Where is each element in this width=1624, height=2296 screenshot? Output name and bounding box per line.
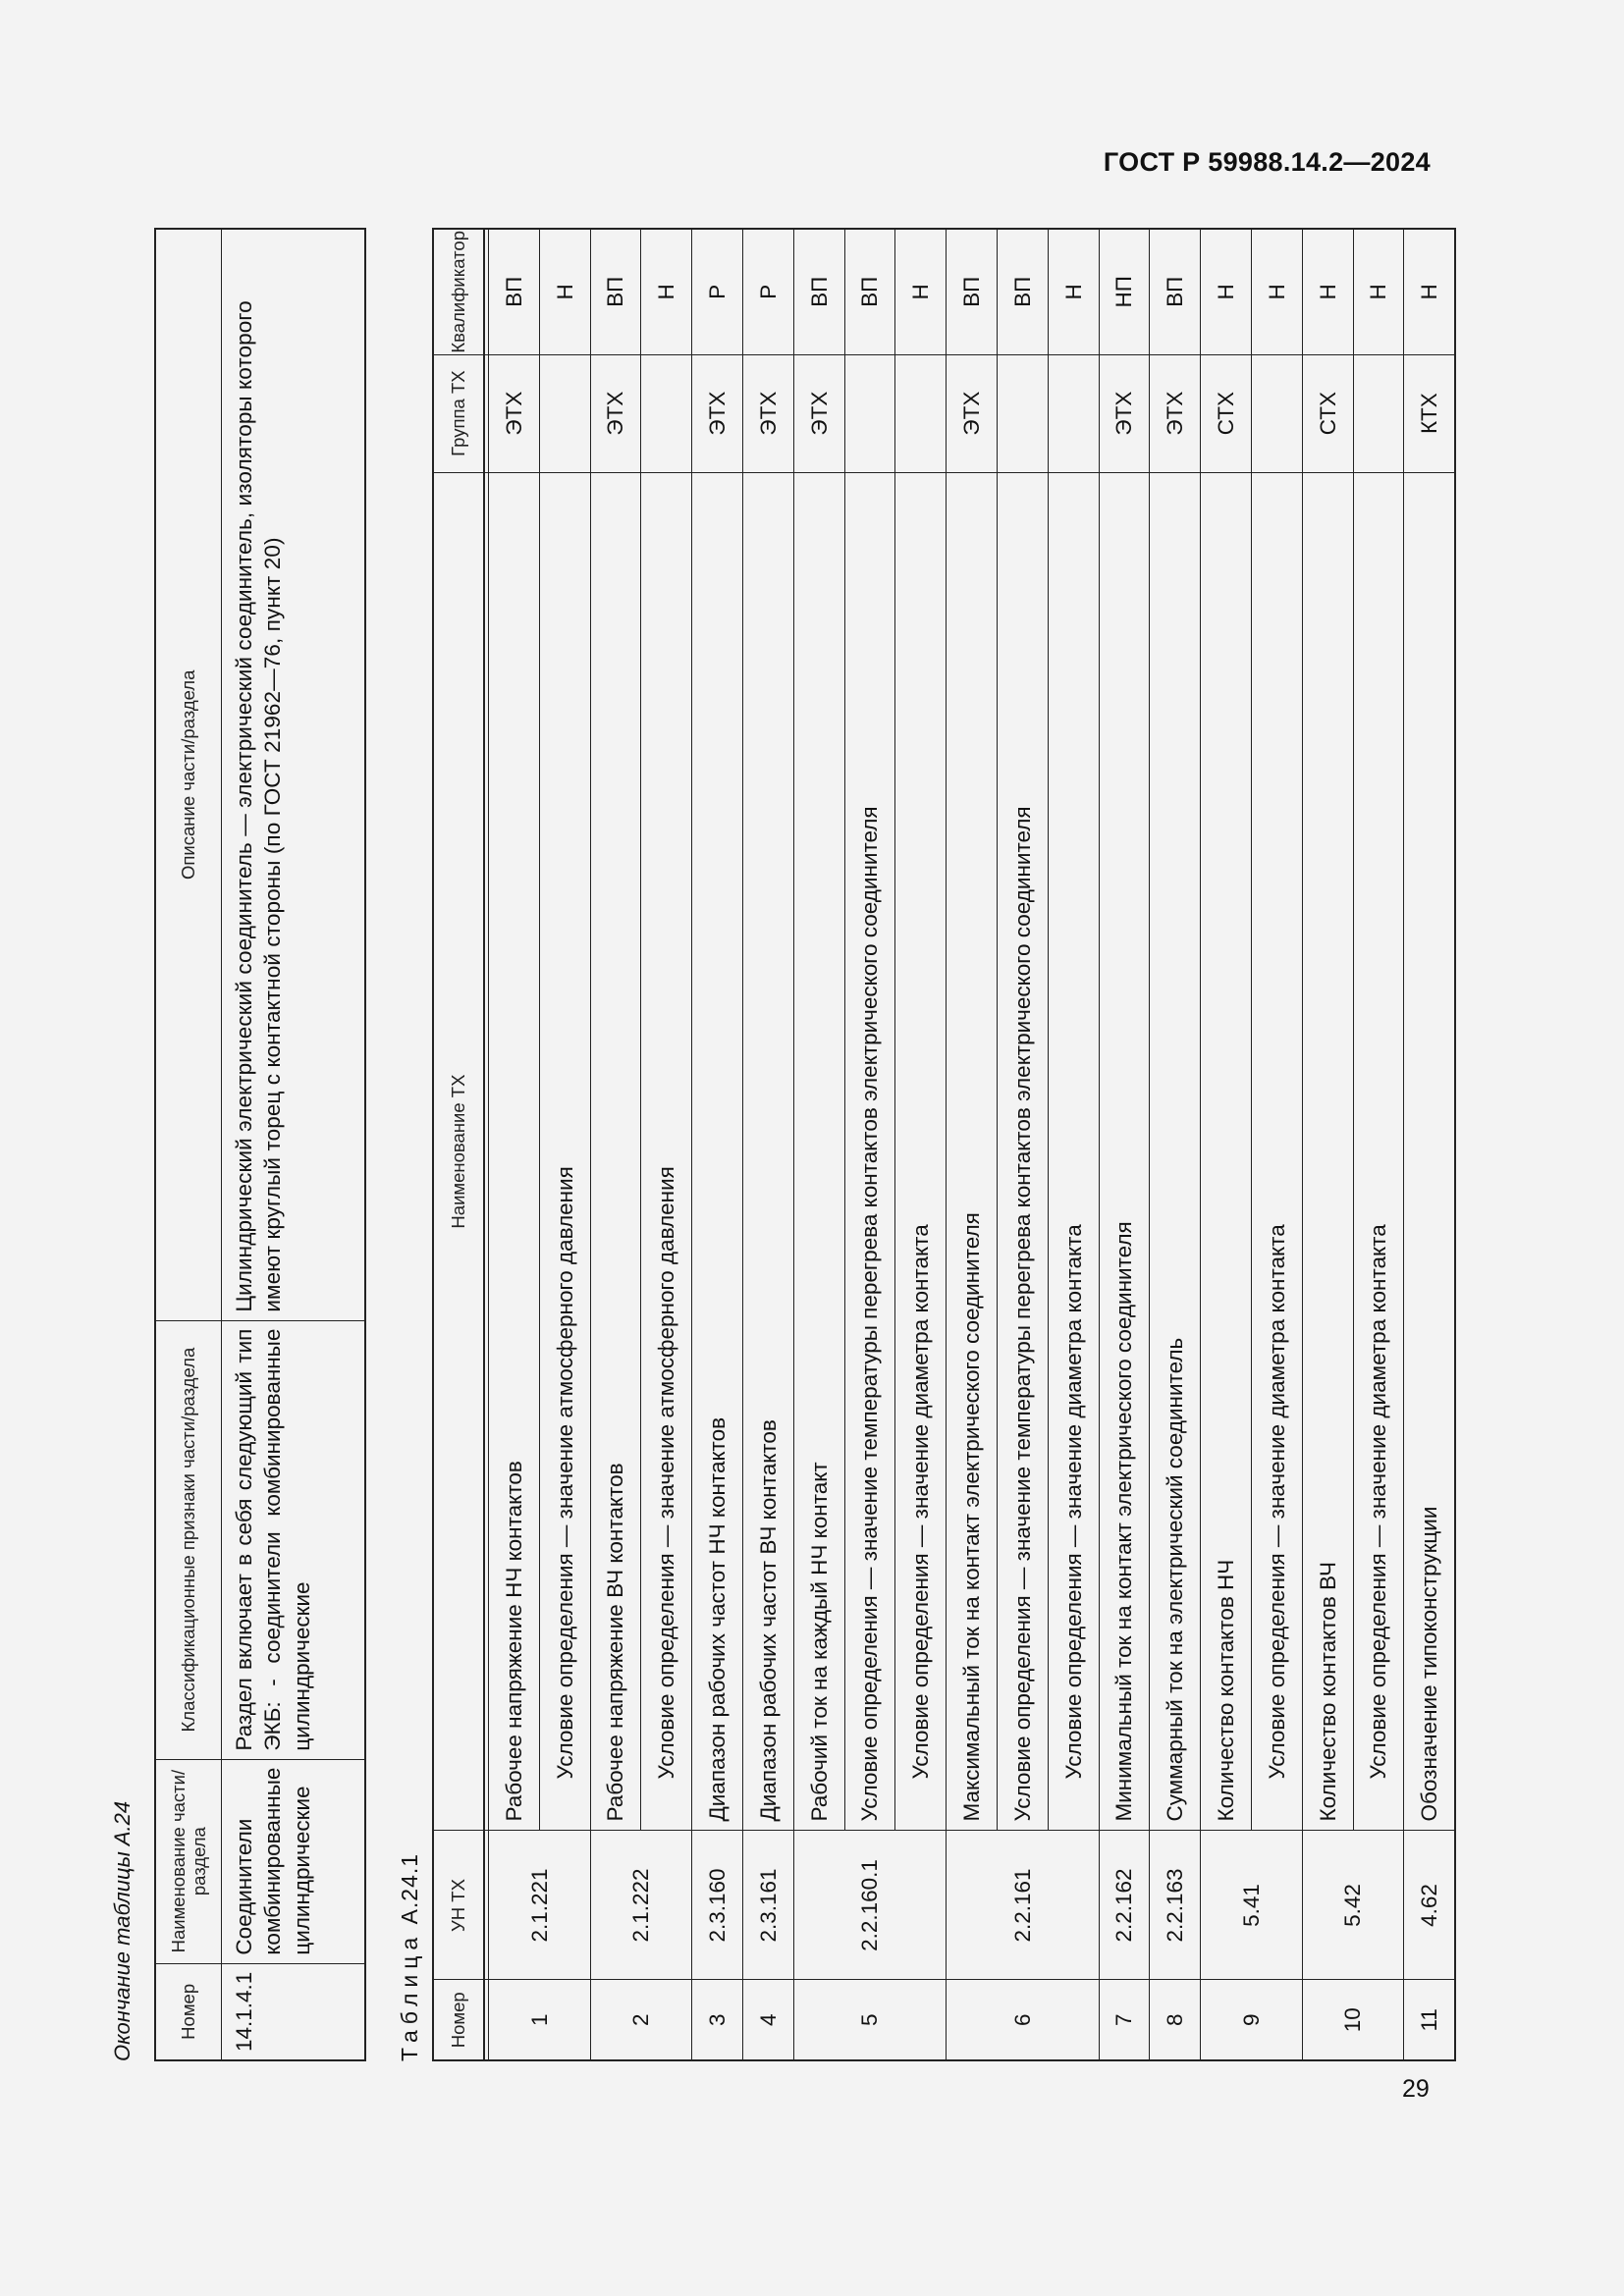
cell-qualifier: Н bbox=[1251, 229, 1302, 354]
cell-number: 4 bbox=[742, 1980, 793, 2060]
table-row bbox=[1251, 229, 1302, 2060]
table-row bbox=[1353, 229, 1404, 2060]
cell-part-name: Соединители комбинированные цилиндрические bbox=[222, 1759, 366, 1963]
cell-un: 4.62 bbox=[1404, 1831, 1455, 1980]
cell-name: Условие определения — значение диаметра контакта bbox=[895, 472, 947, 1831]
cell-group bbox=[1048, 354, 1099, 472]
table-row bbox=[489, 229, 540, 2060]
cell-qualifier: Н bbox=[895, 229, 947, 354]
cell-qualifier: Н bbox=[1404, 229, 1455, 354]
table-caption-word: Таблица bbox=[397, 1931, 422, 2061]
table-row bbox=[1048, 229, 1099, 2060]
cell-group: ЭТХ bbox=[1099, 354, 1150, 472]
cell-qualifier: Н bbox=[1048, 229, 1099, 354]
table-row bbox=[793, 229, 844, 2060]
cell-name: Условие определения — значение атмосферного давления bbox=[539, 472, 590, 1831]
table-continuation-caption: Окончание таблицы А.24 bbox=[110, 1800, 135, 2061]
cell-name: Количество контактов ВЧ bbox=[1302, 472, 1353, 1831]
cell-un: 5.41 bbox=[1201, 1831, 1303, 1980]
cell-qualifier: Н bbox=[1201, 229, 1252, 354]
cell-name: Условие определения — значение температуры перегрева контактов электрического соединителя bbox=[997, 472, 1048, 1831]
cell-qualifier: Н bbox=[1353, 229, 1404, 354]
cell-name: Условие определения — значение атмосферного давления bbox=[641, 472, 692, 1831]
cell-number: 3 bbox=[692, 1980, 743, 2060]
header-name: Наименование ТХ bbox=[433, 472, 484, 1831]
cell-group: КТХ bbox=[1404, 354, 1455, 472]
cell-name: Рабочий ток на каждый НЧ контакт bbox=[793, 472, 844, 1831]
cell-qualifier: ВП bbox=[997, 229, 1048, 354]
cell-name: Диапазон рабочих частот ВЧ контактов bbox=[742, 472, 793, 1831]
cell-group: ЭТХ bbox=[1150, 354, 1201, 472]
cell-qualifier: ВП bbox=[489, 229, 540, 354]
cell-group: ЭТХ bbox=[947, 354, 998, 472]
cell-un: 2.1.222 bbox=[590, 1831, 692, 1980]
table-row bbox=[1404, 229, 1455, 2060]
header-part-name: Наименование части/раздела bbox=[155, 1759, 222, 1963]
cell-un: 2.2.160.1 bbox=[793, 1831, 946, 1980]
cell-group: ЭТХ bbox=[793, 354, 844, 472]
cell-group: ЭТХ bbox=[742, 354, 793, 472]
characteristics-table bbox=[432, 228, 1456, 2061]
table-row bbox=[997, 229, 1048, 2060]
cell-number: 10 bbox=[1302, 1980, 1404, 2060]
cell-un: 2.2.161 bbox=[947, 1831, 1099, 1980]
cell-un: 2.3.161 bbox=[742, 1831, 793, 1980]
cell-qualifier: Р bbox=[692, 229, 743, 354]
table-row bbox=[1201, 229, 1252, 2060]
cell-group bbox=[1251, 354, 1302, 472]
table-row bbox=[539, 229, 590, 2060]
cell-group: ЭТХ bbox=[692, 354, 743, 472]
cell-group bbox=[641, 354, 692, 472]
cell-group bbox=[539, 354, 590, 472]
cell-qualifier: Н bbox=[641, 229, 692, 354]
cell-un: 2.3.160 bbox=[692, 1831, 743, 1980]
table-row bbox=[895, 229, 947, 2060]
table-row bbox=[692, 229, 743, 2060]
table-caption bbox=[397, 1853, 423, 2061]
cell-group bbox=[1353, 354, 1404, 472]
standard-code: ГОСТ Р 59988.14.2—2024 bbox=[1103, 147, 1431, 177]
cell-number: 1 bbox=[489, 1980, 591, 2060]
table-row bbox=[1099, 229, 1150, 2060]
cell-group bbox=[895, 354, 947, 472]
cell-group: ЭТХ bbox=[489, 354, 540, 472]
cell-number: 5 bbox=[793, 1980, 946, 2060]
cell-features: Раздел включает в себя следующий тип ЭКБ: - соединители комбинированные цилиндрические bbox=[222, 1320, 366, 1759]
cell-name: Условие определения — значение диаметра контакта bbox=[1048, 472, 1099, 1831]
table-row bbox=[222, 229, 366, 2060]
table-row bbox=[742, 229, 793, 2060]
table-row bbox=[590, 229, 641, 2060]
table-row bbox=[1150, 229, 1201, 2060]
cell-number: 6 bbox=[947, 1980, 1099, 2060]
header-group: Группа ТХ bbox=[433, 354, 484, 472]
cell-qualifier: Н bbox=[539, 229, 590, 354]
cell-number: 9 bbox=[1201, 1980, 1303, 2060]
table-row bbox=[641, 229, 692, 2060]
cell-qualifier: Р bbox=[742, 229, 793, 354]
cell-qualifier: Н bbox=[1302, 229, 1353, 354]
cell-un: 5.42 bbox=[1302, 1831, 1404, 1980]
cell-group: СТХ bbox=[1201, 354, 1252, 472]
table-row bbox=[844, 229, 895, 2060]
cell-un: 2.2.163 bbox=[1150, 1831, 1201, 1980]
cell-name: Количество контактов НЧ bbox=[1201, 472, 1252, 1831]
header-un: УН ТХ bbox=[433, 1831, 484, 1980]
cell-name: Рабочее напряжение НЧ контактов bbox=[489, 472, 540, 1831]
cell-group bbox=[997, 354, 1048, 472]
cell-name: Условие определения — значение диаметра контакта bbox=[1353, 472, 1404, 1831]
cell-qualifier: ВП bbox=[590, 229, 641, 354]
cell-group: ЭТХ bbox=[590, 354, 641, 472]
table-row bbox=[947, 229, 998, 2060]
cell-number: 11 bbox=[1404, 1980, 1455, 2060]
header-number: Номер bbox=[155, 1963, 222, 2060]
header-qualifier: Квалификатор bbox=[433, 229, 484, 354]
cell-un: 2.1.221 bbox=[489, 1831, 591, 1980]
cell-qualifier: ВП bbox=[947, 229, 998, 354]
cell-group: СТХ bbox=[1302, 354, 1353, 472]
cell-group bbox=[844, 354, 895, 472]
rotated-landscape-content bbox=[110, 228, 1442, 2061]
cell-qualifier: ВП bbox=[844, 229, 895, 354]
cell-description: Цилиндрический электрический соединитель — электрический соединитель, изоляторы которого имеют круглый торец с контактной стороны (по ГОСТ 21962—76, пункт 20) bbox=[222, 229, 366, 1320]
header-features: Классификационные признаки части/раздела bbox=[155, 1320, 222, 1759]
cell-name: Минимальный ток на контакт электрического соединителя bbox=[1099, 472, 1150, 1831]
header-number: Номер bbox=[433, 1980, 484, 2060]
cell-name: Максимальный ток на контакт электрического соединителя bbox=[947, 472, 998, 1831]
cell-name: Рабочее напряжение ВЧ контактов bbox=[590, 472, 641, 1831]
page-number: 29 bbox=[1402, 2075, 1430, 2103]
cell-number: 2 bbox=[590, 1980, 692, 2060]
header-description: Описание части/раздела bbox=[155, 229, 222, 1320]
table-caption-number: А.24.1 bbox=[397, 1852, 422, 1925]
cell-number: 14.1.4.1 bbox=[222, 1963, 366, 2060]
cell-number: 8 bbox=[1150, 1980, 1201, 2060]
cell-name: Обозначение типоконструкции bbox=[1404, 472, 1455, 1831]
cell-qualifier: НП bbox=[1099, 229, 1150, 354]
cell-name: Условие определения — значение диаметра контакта bbox=[1251, 472, 1302, 1831]
cell-qualifier: ВП bbox=[793, 229, 844, 354]
table-row bbox=[1302, 229, 1353, 2060]
cell-name: Условие определения — значение температуры перегрева контактов электрического соединителя bbox=[844, 472, 895, 1831]
cell-name: Суммарный ток на электрический соединитель bbox=[1150, 472, 1201, 1831]
classification-table-end bbox=[154, 228, 366, 2061]
cell-name: Диапазон рабочих частот НЧ контактов bbox=[692, 472, 743, 1831]
cell-qualifier: ВП bbox=[1150, 229, 1201, 354]
cell-un: 2.2.162 bbox=[1099, 1831, 1150, 1980]
cell-number: 7 bbox=[1099, 1980, 1150, 2060]
